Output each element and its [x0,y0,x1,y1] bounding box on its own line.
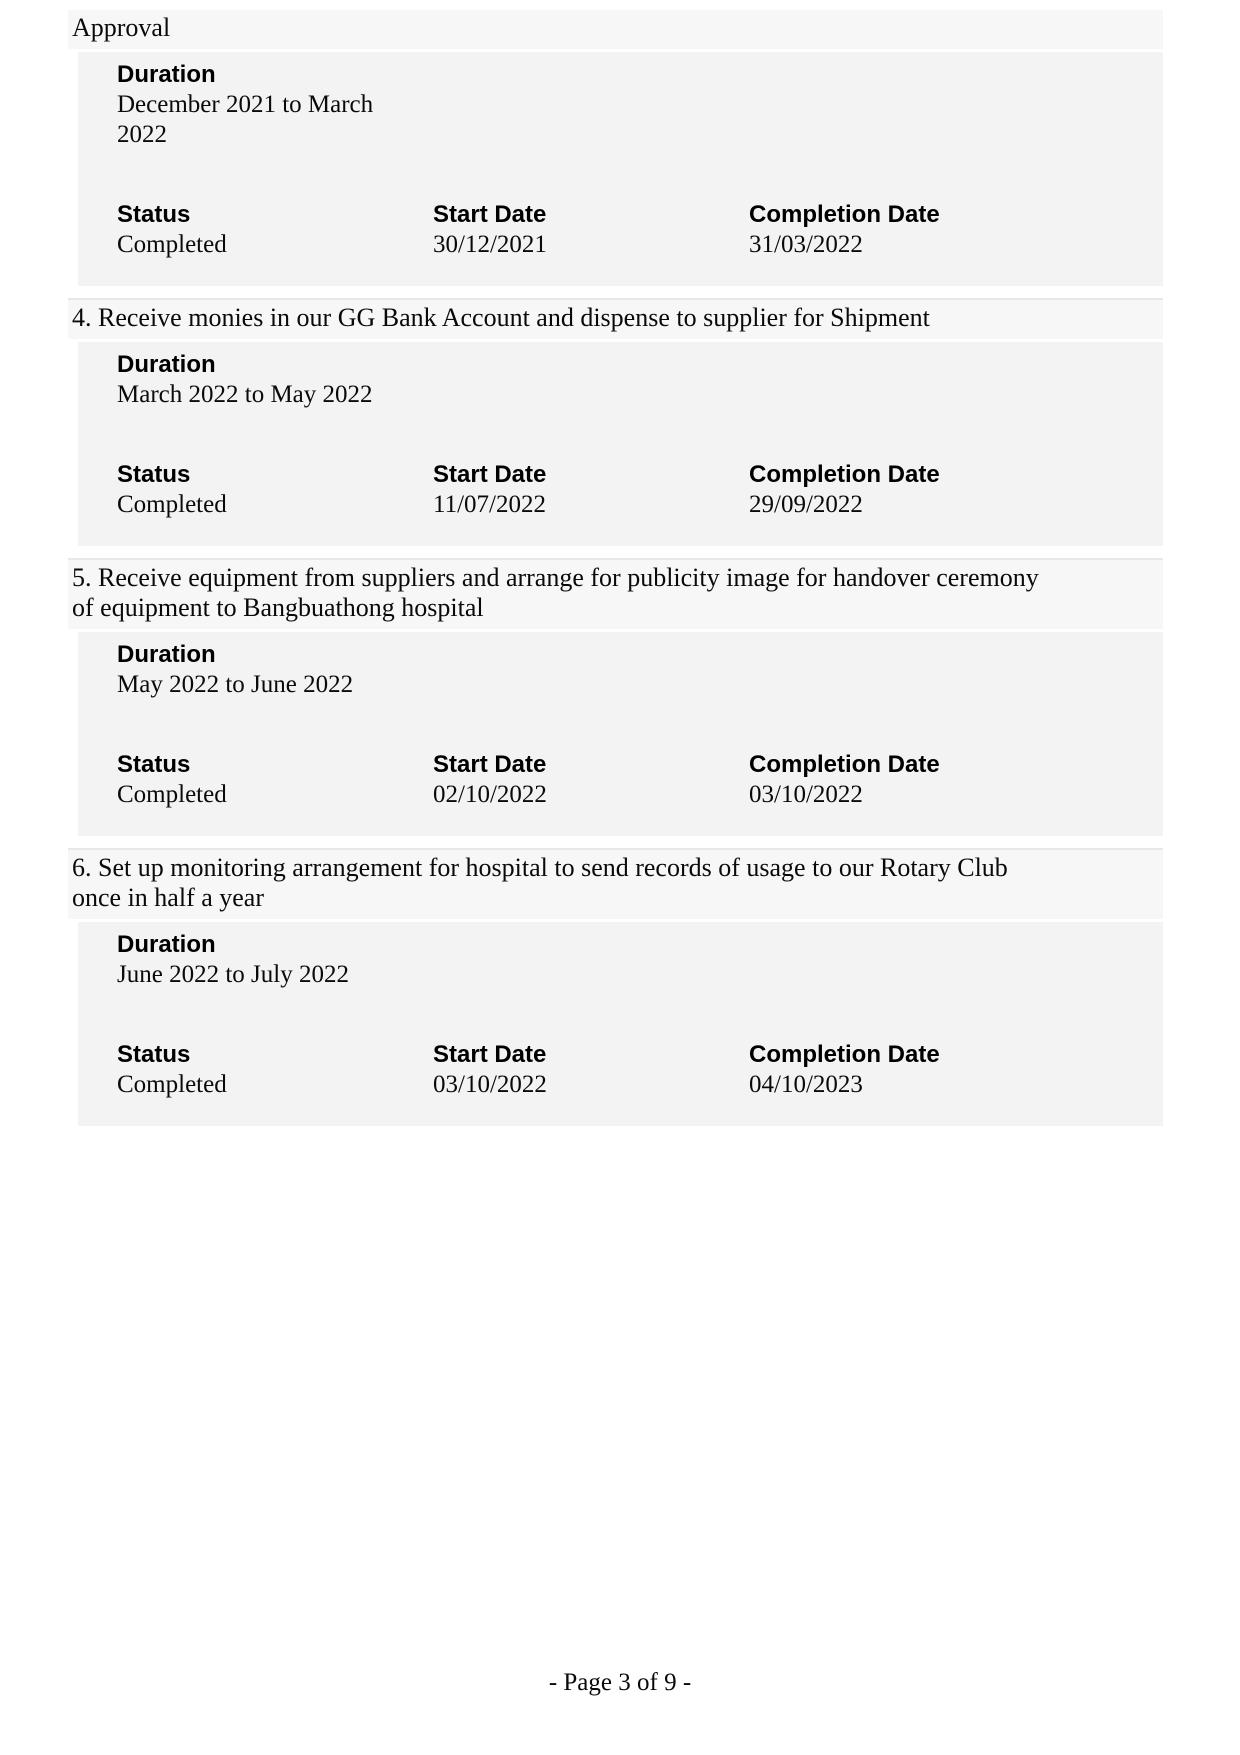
start-date-value: 02/10/2022 [433,781,547,808]
milestone-item-5 [68,558,1163,836]
start-date-value: 30/12/2021 [433,231,547,258]
status-value: Completed [117,231,227,258]
start-date-label: Start Date [433,461,547,488]
milestone-details [78,342,1163,546]
completion-date-label: Completion Date [749,1041,940,1068]
start-date-column [433,1040,749,1100]
status-value: Completed [117,491,227,518]
milestone-title: 6. Set up monitoring arrangement for hospital to send records of usage to our Rotary Club once in half a year [68,848,1163,919]
duration-label: Duration [117,641,216,668]
milestone-item-approval [68,10,1163,286]
completion-date-label: Completion Date [749,201,940,228]
start-date-label: Start Date [433,201,547,228]
duration-label: Duration [117,351,216,378]
duration-value: December 2021 to March 2022 [117,91,374,148]
start-date-column [433,750,749,810]
completion-date-value: 04/10/2023 [749,1071,863,1098]
milestone-details [78,922,1163,1126]
page-number: - Page 3 of 9 - [548,1669,692,1696]
duration-label: Duration [117,931,216,958]
milestone-item-4 [68,298,1163,546]
status-row [117,1040,1143,1100]
duration-value: March 2022 to May 2022 [117,381,373,408]
completion-date-column [749,1040,1065,1100]
duration-value: June 2022 to July 2022 [117,961,349,988]
status-label: Status [117,1041,191,1068]
milestone-title: 4. Receive monies in our GG Bank Account and dispense to supplier for Shipment [68,298,1163,339]
milestone-title: Approval [68,10,1163,49]
duration-value: May 2022 to June 2022 [117,671,354,698]
completion-date-value: 29/09/2022 [749,491,863,518]
completion-date-value: 31/03/2022 [749,231,863,258]
duration-label: Duration [117,61,216,88]
status-value: Completed [117,781,227,808]
status-column [117,460,433,520]
start-date-column [433,460,749,520]
start-date-value: 11/07/2022 [433,491,546,518]
completion-date-value: 03/10/2022 [749,781,863,808]
completion-date-column [749,460,1065,520]
completion-date-column [749,200,1065,260]
start-date-column [433,200,749,260]
completion-date-label: Completion Date [749,461,940,488]
start-date-value: 03/10/2022 [433,1071,547,1098]
status-row [117,200,1143,260]
status-column [117,750,433,810]
completion-date-column [749,750,1065,810]
status-column [117,1040,433,1100]
milestone-item-6 [68,848,1163,1126]
start-date-label: Start Date [433,1041,547,1068]
status-row [117,460,1143,520]
start-date-label: Start Date [433,751,547,778]
milestone-details [78,52,1163,286]
milestone-details [78,632,1163,836]
milestone-title: 5. Receive equipment from suppliers and arrange for publicity image for handover ceremony of equipment to Bangbuathong hospital [68,558,1163,629]
status-label: Status [117,461,191,488]
status-label: Status [117,751,191,778]
status-label: Status [117,201,191,228]
status-column [117,200,433,260]
status-row [117,750,1143,810]
completion-date-label: Completion Date [749,751,940,778]
status-value: Completed [117,1071,227,1098]
